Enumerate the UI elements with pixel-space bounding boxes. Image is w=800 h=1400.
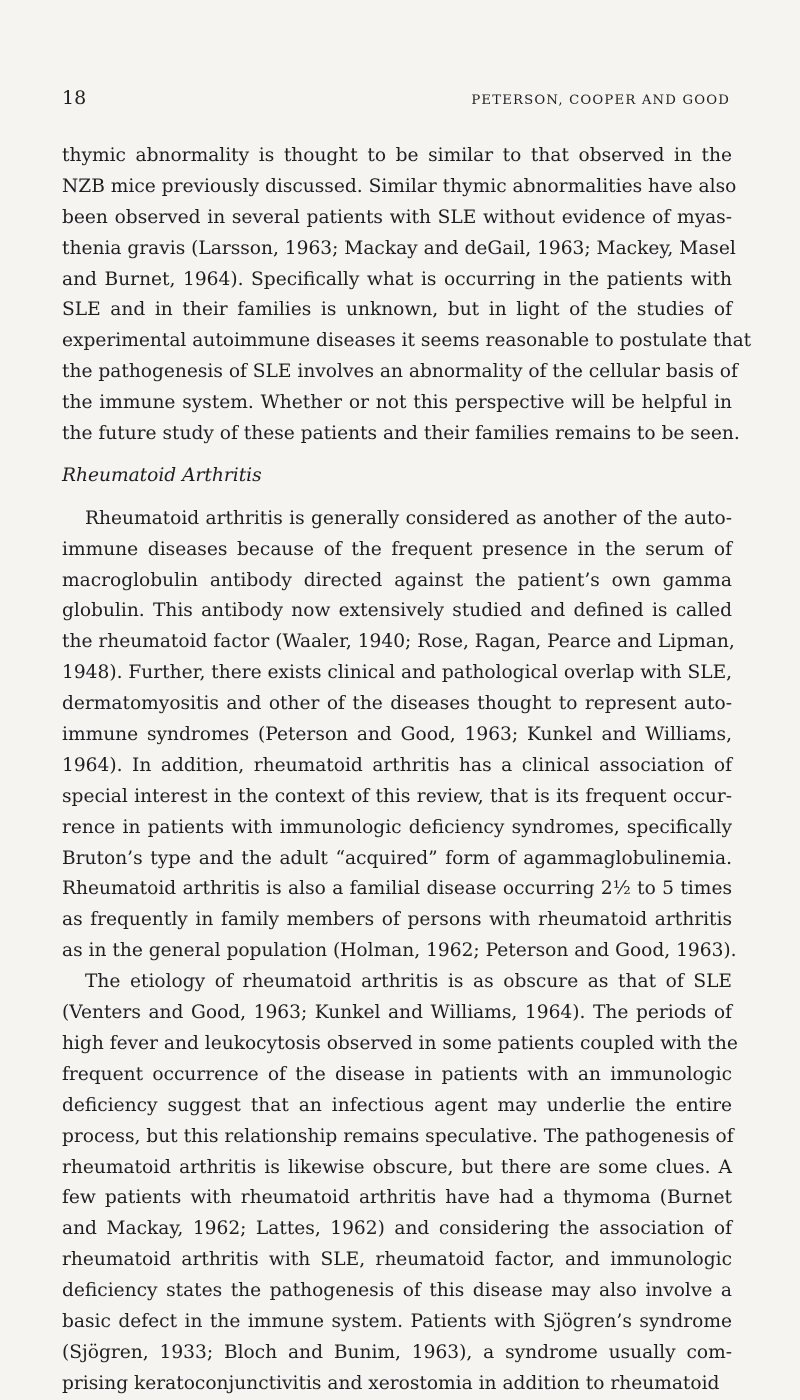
text-line: frequent occurrence of the disease in patients with an immunologic — [62, 1063, 732, 1085]
paragraph-1 — [62, 141, 752, 450]
text-line: process, but this relationship remains speculative. The pathogenesis of — [62, 1125, 734, 1147]
paragraph-3 — [62, 967, 738, 1399]
text-line: immune diseases because of the frequent presence in the serum of — [62, 538, 732, 560]
text-line: few patients with rheumatoid arthritis have had a thymoma (Burnet — [62, 1187, 732, 1209]
text-line: the immune system. Whether or not this perspective will be helpful in — [62, 392, 732, 414]
text-line: rence in patients with immunologic deficiency syndromes, specifically — [62, 816, 732, 838]
text-line: The etiology of rheumatoid arthritis is as obscure as that of SLE — [85, 971, 732, 993]
text-line: been observed in several patients with SLE without evidence of myas- — [62, 206, 732, 228]
text-line: (Sjögren, 1933; Bloch and Bunim, 1963), a syndrome usually com- — [62, 1341, 732, 1363]
running-head: PETERSON, COOPER AND GOOD — [471, 93, 730, 108]
text-line: Bruton’s type and the adult “acquired” form of agammaglobulinemia. — [62, 847, 732, 869]
page-number: 18 — [62, 87, 87, 109]
section-heading: Rheumatoid Arthritis — [62, 464, 262, 486]
text-line: as in the general population (Holman, 1962; Peterson and Good, 1963). — [62, 940, 737, 962]
text-line: 1948). Further, there exists clinical and pathological overlap with SLE, — [62, 662, 733, 684]
text-line: and Mackay, 1962; Lattes, 1962) and considering the association of — [62, 1218, 732, 1240]
text-line: prising keratoconjunctivitis and xerostomia in addition to rheumatoid — [62, 1372, 720, 1394]
text-line: globulin. This antibody now extensively studied and defined is called — [62, 600, 732, 622]
text-line: and Burnet, 1964). Specifically what is occurring in the patients with — [62, 268, 732, 290]
text-line: rheumatoid arthritis with SLE, rheumatoid factor, and immunologic — [62, 1249, 732, 1271]
body-text — [62, 141, 752, 1400]
text-line: as frequently in family members of persons with rheumatoid arthritis — [62, 909, 732, 931]
text-line: deficiency suggest that an infectious agent may underlie the entire — [62, 1094, 732, 1116]
text-line: thenia gravis (Larsson, 1963; Mackay and deGail, 1963; Mackey, Masel — [62, 237, 736, 259]
paragraph-2 — [62, 504, 737, 967]
text-line: Rheumatoid arthritis is also a familial disease occurring 2½ to 5 times — [62, 878, 732, 900]
text-line: macroglobulin antibody directed against the patient’s own gamma — [62, 569, 732, 591]
text-line: high fever and leukocytosis observed in some patients coupled with the — [62, 1032, 738, 1054]
text-line: SLE and in their families is unknown, but in light of the studies of — [62, 299, 732, 321]
text-line: special interest in the context of this review, that is its frequent occur- — [62, 785, 732, 807]
text-line: deficiency states the pathogenesis of this disease may also involve a — [62, 1280, 732, 1302]
text-line: (Venters and Good, 1963; Kunkel and Williams, 1964). The periods of — [62, 1002, 732, 1024]
text-line: the pathogenesis of SLE involves an abnormality of the cellular basis of — [62, 361, 738, 383]
text-line: the rheumatoid factor (Waaler, 1940; Rose, Ragan, Pearce and Lipman, — [62, 631, 735, 653]
text-line: the future study of these patients and their families remains to be seen. — [62, 423, 740, 445]
text-line: 1964). In addition, rheumatoid arthritis has a clinical association of — [62, 754, 732, 776]
text-line: rheumatoid arthritis is likewise obscure, but there are some clues. A — [62, 1156, 732, 1178]
text-line: thymic abnormality is thought to be similar to that observed in the — [62, 145, 732, 166]
text-line: NZB mice previously discussed. Similar thymic abnormalities have also — [62, 175, 737, 197]
text-line: experimental autoimmune diseases it seems reasonable to postulate that — [62, 330, 752, 352]
text-line: dermatomyositis and other of the diseases thought to represent auto- — [62, 693, 732, 715]
text-line: immune syndromes (Peterson and Good, 1963; Kunkel and Williams, — [62, 724, 732, 746]
text-line: basic defect in the immune system. Patients with Sjögren’s syndrome — [62, 1310, 732, 1332]
text-line: Rheumatoid arthritis is generally considered as another of the auto- — [85, 507, 732, 529]
